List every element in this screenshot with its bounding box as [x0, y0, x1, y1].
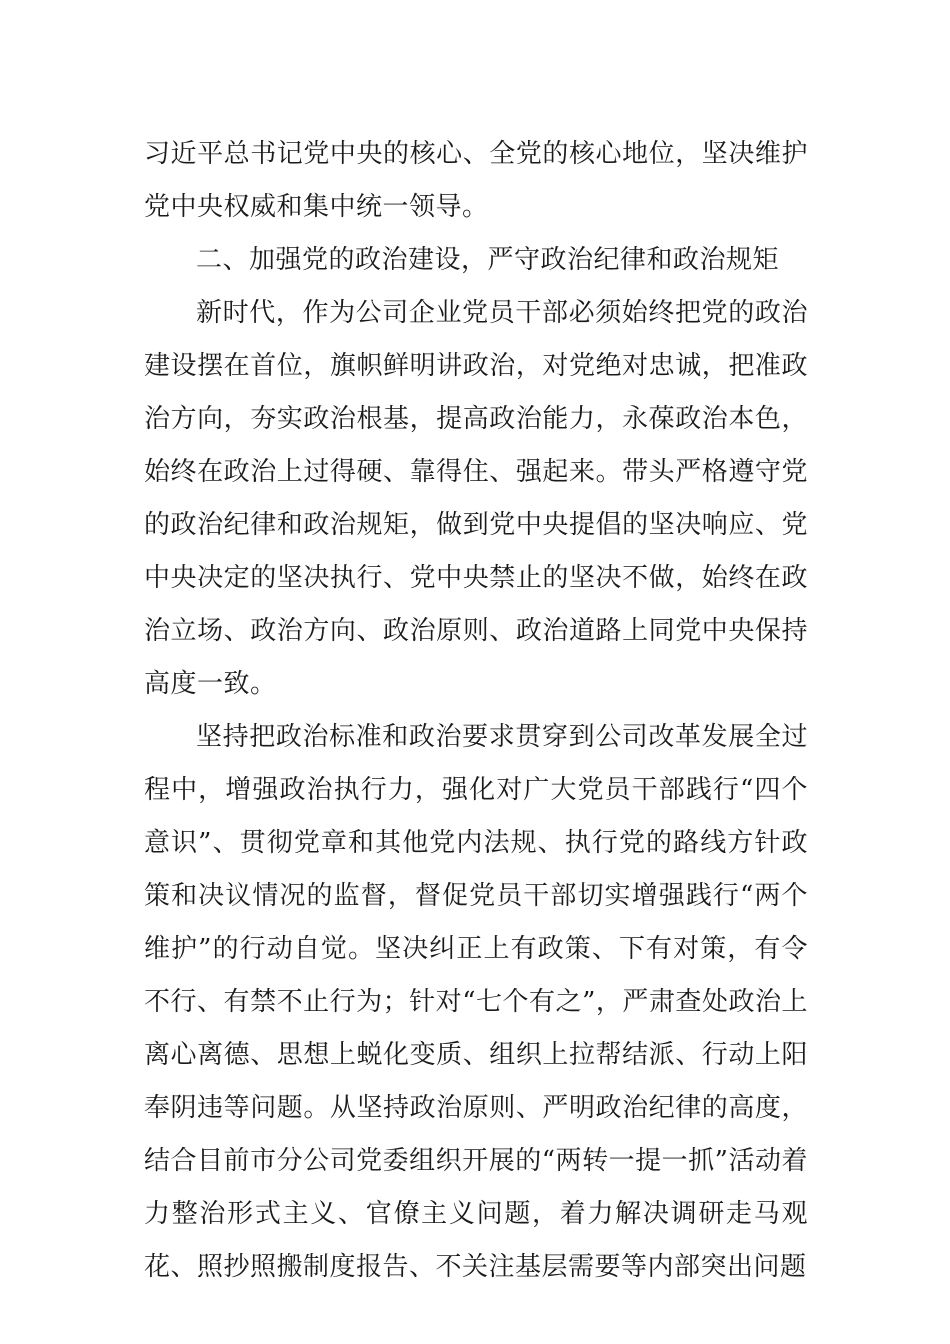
paragraph-political-construction: 新时代，作为公司企业党员干部必须始终把党的政治建设摆在首位，旗帜鲜明讲政治，对党绝对忠诚，把准政治方向，夯实政治根基，提高政治能力，永葆政治本色，始终在政治上过得硬、靠得住、强起来。带头严格遵守党的政治纪律和政治规矩，做到党中央提倡的坚决响应、党中央决定的坚决执行、党中央禁止的坚决不做，始终在政治立场、政治方向、政治原则、政治道路上同党中央保持高度一致。 — [144, 298, 808, 699]
paragraph-continuation: 习近平总书记党中央的核心、全党的核心地位，坚决维护党中央权威和集中统一领导。 — [144, 139, 808, 222]
section-heading: 二、加强党的政治建设，严守政治纪律和政治规矩 — [196, 245, 780, 275]
document-body — [144, 128, 808, 1294]
paragraph-political-standards: 坚持把政治标准和政治要求贯穿到公司改革发展全过程中，增强政治执行力，强化对广大党员干部践行“四个意识”、贯彻党章和其他党内法规、执行党的路线方针政策和决议情况的监督，督促党员干部切实增强践行“两个维护”的行动自觉。坚决纠正上有政策、下有对策，有令不行、有禁不止行为；针对“七个有之”，严肃查处政治上离心离德、思想上蜕化变质、组织上拉帮结派、行动上阳奉阴违等问题。从坚持政治原则、严明政治纪律的高度，结合目前市分公司党委组织开展的“两转一提一抓”活动着力整治形式主义、官僚主义问题，着力解决调研走马观花、照抄照搬制度报告、不关注基层需要等内部突出问题 — [144, 722, 808, 1282]
